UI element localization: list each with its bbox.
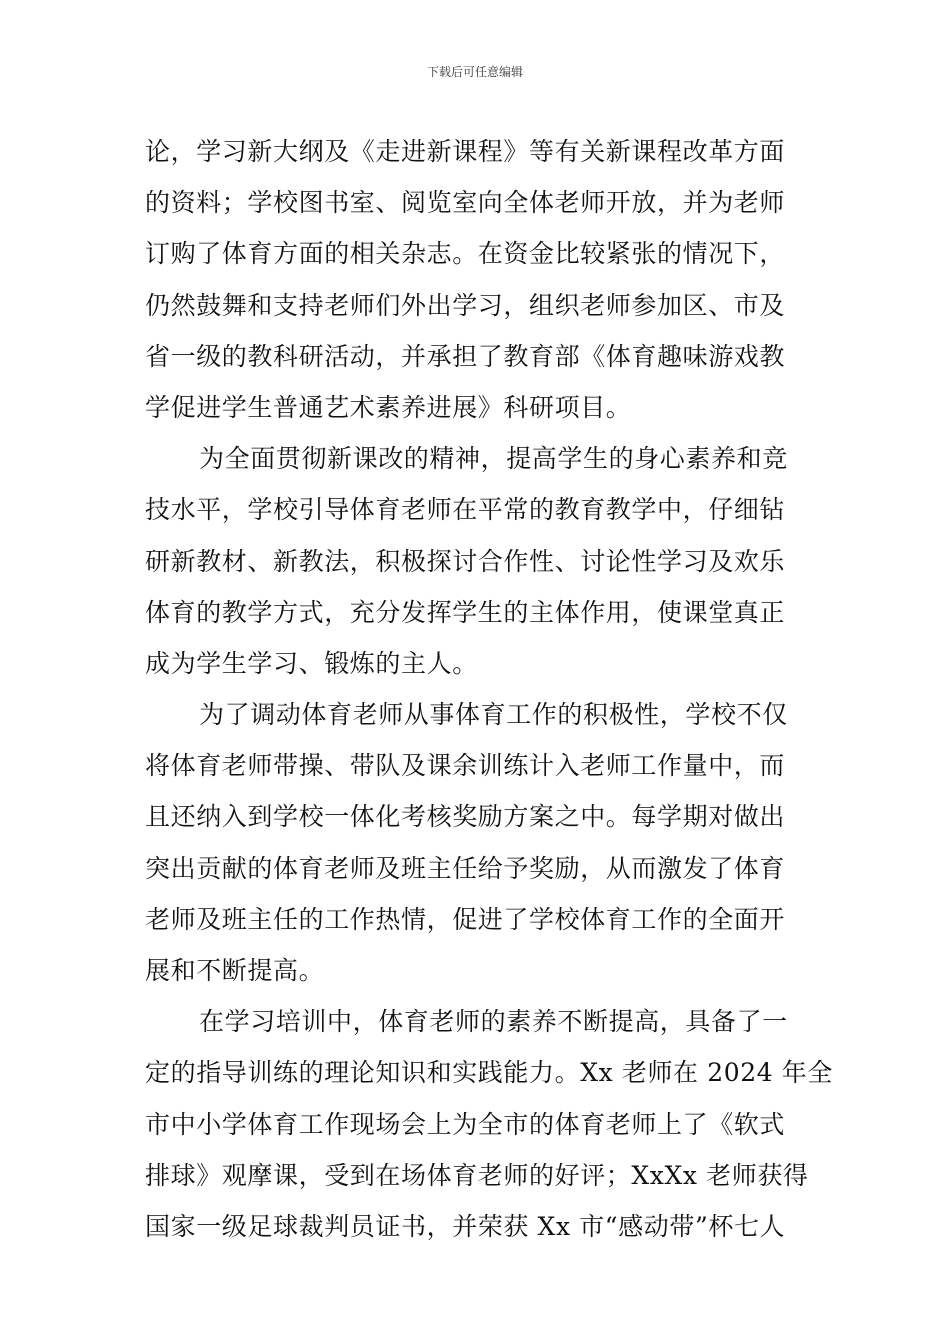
paragraph-1-line-2: 的资料；学校图书室、阅览室向全体老师开放，并为老师 [145, 188, 786, 218]
paragraph-3-line-1: 为了调动体育老师从事体育工作的积极性，学校不仅 [199, 700, 788, 730]
paragraph-1-line-4: 仍然鼓舞和支持老师们外出学习，组织老师参加区、市及 [145, 290, 786, 320]
paragraph-2-line-4: 体育的教学方式，充分发挥学生的主体作用，使课堂真正 [145, 597, 786, 627]
page-header: 下载后可任意编辑 [426, 65, 523, 79]
paragraph-3-line-5: 老师及班主任的工作热情，促进了学校体育工作的全面开 [145, 904, 786, 934]
paragraph-3-line-4: 突出贡献的体育老师及班主任给予奖励，从而激发了体育 [145, 853, 786, 883]
document-body [145, 126, 833, 1252]
paragraph-4-line-5: 国家一级足球裁判员证书，并荣获 Xx 市“感动带”杯七人 [145, 1211, 786, 1241]
paragraph-2-line-3: 研新教材、新教法，积极探讨合作性、讨论性学习及欢乐 [145, 546, 786, 576]
paragraph-1-line-1: 论，学习新大纲及《走进新课程》等有关新课程改革方面 [145, 137, 786, 166]
paragraph-2-line-1: 为全面贯彻新课改的精神，提高学生的身心素养和竞 [199, 444, 788, 474]
paragraph-1-line-5: 省一级的教科研活动，并承担了教育部《体育趣味游戏教 [145, 341, 786, 371]
paragraph-4-line-2: 定的指导训练的理论知识和实践能力。Xx 老师在 2024 年全 [145, 1058, 833, 1088]
paragraph-3-line-3: 且还纳入到学校一体化考核奖励方案之中。每学期对做出 [145, 802, 786, 832]
paragraph-4-line-1: 在学习培训中，体育老师的素养不断提高，具备了一 [199, 1007, 788, 1037]
paragraph-2-line-2: 技水平，学校引导体育老师在平常的教育教学中，仔细钻 [145, 495, 786, 525]
paragraph-4-line-4: 排球》观摩课，受到在场体育老师的好评；XxXx 老师获得 [145, 1160, 809, 1190]
paragraph-2-line-5: 成为学生学习、锻炼的主人。 [145, 648, 478, 678]
paragraph-4-line-3: 市中小学体育工作现场会上为全市的体育老师上了《软式 [145, 1109, 786, 1139]
paragraph-1-line-6: 学促进学生普通艺术素养进展》科研项目。 [145, 392, 632, 422]
paragraph-3-line-2: 将体育老师带操、带队及课余训练计入老师工作量中，而 [145, 751, 786, 781]
paragraph-3-line-6: 展和不断提高。 [145, 956, 325, 985]
paragraph-1-line-3: 订购了体育方面的相关杂志。在资金比较紧张的情况下， [145, 239, 786, 269]
